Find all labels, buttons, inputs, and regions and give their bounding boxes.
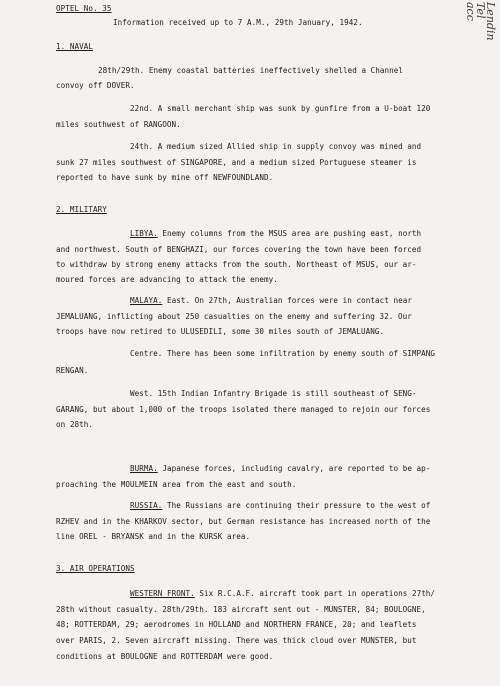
western-front-line-2: 28th without casualty. 28th/29th. 183 aircraft sent out - MUNSTER, 84; BOULOGNE,: [56, 605, 426, 614]
western-front-line-3: 48; ROTTERDAM, 29; aerodromes in HOLLAND and NORTHERN FRANCE, 20; and leaflets: [56, 620, 417, 629]
malaya-line-1-text: East. On 27th, Australian forces were in contact near: [166, 296, 412, 305]
libya-line-3: to withdraw by strong enemy attacks from the south. Northeast of MSUS, our ar-: [56, 260, 417, 269]
naval-paragraph-2-line-2: miles southwest of RANGOON.: [56, 120, 181, 129]
centre-line-1: Centre. There has been some infiltration by enemy south of SIMPANG: [130, 349, 436, 358]
west-line-2: GARANG, but about 1,000 of the troops isolated there managed to rejoin our forces: [56, 405, 431, 414]
naval-paragraph-3-line-1: 24th. A medium sized Allied ship in supply convoy was mined and: [130, 142, 422, 151]
western-front-line-1: [130, 589, 435, 599]
section-heading-naval: 1. NAVAL: [56, 42, 93, 51]
libya-line-1-text: Enemy columns from the MSUS area are pushing east, north: [162, 229, 422, 238]
handwritten-note-1: acc: [464, 2, 477, 21]
west-line-3: on 28th.: [56, 420, 93, 429]
russia-line-1-text: The Russians are continuing their pressure to the west of: [166, 501, 431, 510]
malaya-line-1: [130, 296, 412, 306]
info-received-line: Information received up to 7 A.M., 29th January, 1942.: [113, 18, 363, 27]
western-front-label: WESTERN FRONT.: [130, 589, 195, 598]
libya-line-2: and northwest. South of BENGHAZI, our forces covering the town have been forced: [56, 245, 422, 254]
western-front-line-5: conditions at BOULOGNE and ROTTERDAM were good.: [56, 652, 274, 661]
burma-line-1: [130, 464, 430, 474]
naval-paragraph-3-line-3: reported to have sunk by mine off NEWFOUNDLAND.: [56, 173, 274, 182]
libya-line-4: moured forces are advancing to attack the enemy.: [56, 275, 278, 284]
burma-line-2: proaching the MOULMEIN area from the east and south.: [56, 480, 297, 489]
libya-label: LIBYA.: [130, 229, 158, 238]
malaya-label: MALAYA.: [130, 296, 163, 305]
western-front-line-4: over PARIS, 2. Seven aircraft missing. There was thick cloud over MUNSTER, but: [56, 636, 417, 645]
centre-line-2: RENGAN.: [56, 366, 89, 375]
handwritten-note-2: Tel: [474, 2, 487, 19]
naval-paragraph-1-line-1: 28th/29th. Enemy coastal batteries ineffectively shelled a Channel: [98, 66, 404, 75]
naval-paragraph-2-line-1: 22nd. A small merchant ship was sunk by gunfire from a U-boat 120: [130, 104, 431, 113]
naval-paragraph-3-line-2: sunk 27 miles southwest of SINGAPORE, and a medium sized Portuguese steamer is: [56, 158, 417, 167]
document-reference: OPTEL No. 35: [56, 4, 112, 13]
burma-line-1-text: Japanese forces, including cavalry, are reported to be ap-: [162, 464, 431, 473]
section-heading-air-operations: 3. AIR OPERATIONS: [56, 564, 135, 573]
russia-label: RUSSIA.: [130, 501, 163, 510]
handwritten-note-3: Lendin: [484, 2, 497, 41]
russia-line-1: [130, 501, 430, 511]
libya-line-1: [130, 229, 421, 239]
section-heading-military: 2. MILITARY: [56, 205, 107, 214]
naval-paragraph-1-line-2: convoy off DOVER.: [56, 81, 135, 90]
west-line-1: West. 15th Indian Infantry Brigade is still southeast of SENG-: [130, 389, 417, 398]
burma-label: BURMA.: [130, 464, 158, 473]
malaya-line-3: troops have now retired to ULUSEDILI, some 30 miles south of JEMALUANG.: [56, 327, 385, 336]
russia-line-3: line OREL - BRYANSK and in the KURSK area.: [56, 532, 251, 541]
western-front-line-1-text: Six R.C.A.F. aircraft took part in operations 27th/: [199, 589, 436, 598]
russia-line-2: RZHEV and in the KHARKOV sector, but German resistance has increased north of the: [56, 517, 431, 526]
malaya-line-2: JEMALUANG, inflicting about 250 casualties on the enemy and suffering 32. Our: [56, 312, 412, 321]
